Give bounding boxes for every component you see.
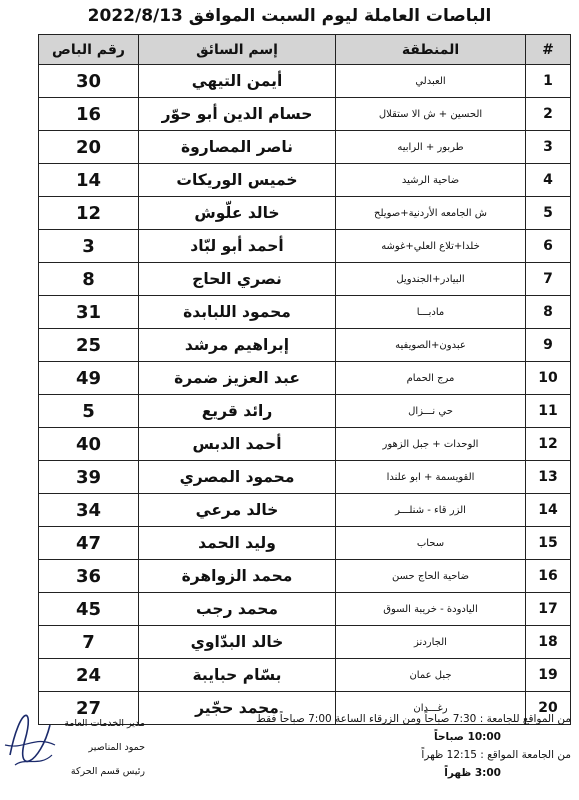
table-row [39,593,571,626]
row-index: 3 [526,131,571,164]
row-bus-number: 12 [39,197,139,230]
row-area: القويسمة + ابو علندا [336,461,526,494]
table-row [39,395,571,428]
note-line-1: من المواقع للجامعة : 7:30 صباحاً ومن الزرقاء الساعة 7:00 صباحاً فقط [256,713,571,725]
row-index: 17 [526,593,571,626]
row-driver-name: محمود اللبابدة [139,296,336,329]
row-area: ضاحية الحاج حسن [336,560,526,593]
row-index: 7 [526,263,571,296]
table-row [39,65,571,98]
table-row [39,197,571,230]
row-area: الحسين + ش الا ستقلال [336,98,526,131]
row-area: الزر قاء - شنلـــر [336,494,526,527]
row-index: 12 [526,428,571,461]
header-bus-number: رقم الباص [39,35,139,65]
manager-title: مدير الخدمات العامة [64,718,145,729]
header-index: # [526,35,571,65]
row-bus-number: 30 [39,65,139,98]
row-index: 10 [526,362,571,395]
table-row [39,329,571,362]
table-row [39,560,571,593]
table-header-row [39,35,571,65]
row-bus-number: 36 [39,560,139,593]
row-driver-name: خالد مرعي [139,494,336,527]
bus-schedule-table [38,34,571,725]
row-driver-name: بسّام حبايبة [139,659,336,692]
note-line-2: 10:00 صباحاً [434,731,501,743]
row-bus-number: 5 [39,395,139,428]
header-area: المنطقة [336,35,526,65]
row-driver-name: محمد رجب [139,593,336,626]
row-index: 16 [526,560,571,593]
row-driver-name: محمود المصري [139,461,336,494]
page-title: الباصات العاملة ليوم السبت الموافق 2022/8/13 [87,6,492,26]
row-area: عبدون+الصويفيه [336,329,526,362]
row-bus-number: 8 [39,263,139,296]
row-bus-number: 34 [39,494,139,527]
row-area: مرج الحمام [336,362,526,395]
row-bus-number: 20 [39,131,139,164]
row-area: طربور + الرابيه [336,131,526,164]
row-index: 19 [526,659,571,692]
row-driver-name: أحمد أبو لبّاد [139,230,336,263]
row-bus-number: 14 [39,164,139,197]
row-bus-number: 45 [39,593,139,626]
timing-notes [101,710,571,782]
table-row [39,98,571,131]
row-index: 6 [526,230,571,263]
row-area: البيادر+الجندويل [336,263,526,296]
row-driver-name: خالد البدّاوي [139,626,336,659]
table-row [39,659,571,692]
row-bus-number: 47 [39,527,139,560]
row-area: رغـــدان [336,692,526,725]
row-area: ش الجامعه الأردنية+صويلح [336,197,526,230]
table-row [39,461,571,494]
row-driver-name: رائد قريع [139,395,336,428]
row-driver-name: إبراهيم مرشد [139,329,336,362]
row-driver-name: محمد حجّير [139,692,336,725]
table-row [39,296,571,329]
table-row [39,131,571,164]
row-area: الوحدات + جبل الزهور [336,428,526,461]
row-driver-name: وليد الحمد [139,527,336,560]
row-index: 4 [526,164,571,197]
row-index: 1 [526,65,571,98]
table-row [39,494,571,527]
row-bus-number: 24 [39,659,139,692]
row-area: العبدلي [336,65,526,98]
row-bus-number: 16 [39,98,139,131]
row-driver-name: عبد العزيز ضمرة [139,362,336,395]
row-bus-number: 40 [39,428,139,461]
row-bus-number: 25 [39,329,139,362]
row-bus-number: 3 [39,230,139,263]
row-area: جبل عمان [336,659,526,692]
row-index: 13 [526,461,571,494]
row-driver-name: محمد الزواهرة [139,560,336,593]
row-area: ضاحية الرشيد [336,164,526,197]
header-driver: إسم السائق [139,35,336,65]
row-index: 2 [526,98,571,131]
row-index: 8 [526,296,571,329]
row-driver-name: نصري الحاج [139,263,336,296]
row-driver-name: ناصر المصاروة [139,131,336,164]
row-bus-number: 39 [39,461,139,494]
row-index: 5 [526,197,571,230]
row-driver-name: خالد علّوش [139,197,336,230]
table-row [39,164,571,197]
row-bus-number: 31 [39,296,139,329]
table-row [39,362,571,395]
row-bus-number: 49 [39,362,139,395]
row-driver-name: أيمن التيهي [139,65,336,98]
row-index: 18 [526,626,571,659]
row-driver-name: حسام الدين أبو حوّر [139,98,336,131]
table-row [39,626,571,659]
note-line-4: 3:00 ظهراً [444,767,501,779]
table-row [39,428,571,461]
table-body [39,65,571,725]
table-row [39,263,571,296]
row-bus-number: 7 [39,626,139,659]
table-row [39,230,571,263]
row-area: الجاردنز [336,626,526,659]
row-index: 14 [526,494,571,527]
row-index: 9 [526,329,571,362]
row-driver-name: خميس الوريكات [139,164,336,197]
signer-name: حمود المناصير [88,742,145,753]
row-index: 11 [526,395,571,428]
row-area: مادبـــا [336,296,526,329]
note-line-3: من الجامعة المواقع : 12:15 ظهراً [421,749,571,761]
row-area: خلدا+تلاع العلي+غوشه [336,230,526,263]
row-driver-name: أحمد الدبس [139,428,336,461]
table-row [39,527,571,560]
row-area: سحاب [336,527,526,560]
row-area: حي نـــزال [336,395,526,428]
head-title: رئيس قسم الحركة [70,766,145,777]
row-index: 20 [526,692,571,725]
handwritten-signature [0,695,60,775]
row-index: 15 [526,527,571,560]
row-area: اليادودة - خريبة السوق [336,593,526,626]
row-bus-number: 27 [39,692,139,725]
